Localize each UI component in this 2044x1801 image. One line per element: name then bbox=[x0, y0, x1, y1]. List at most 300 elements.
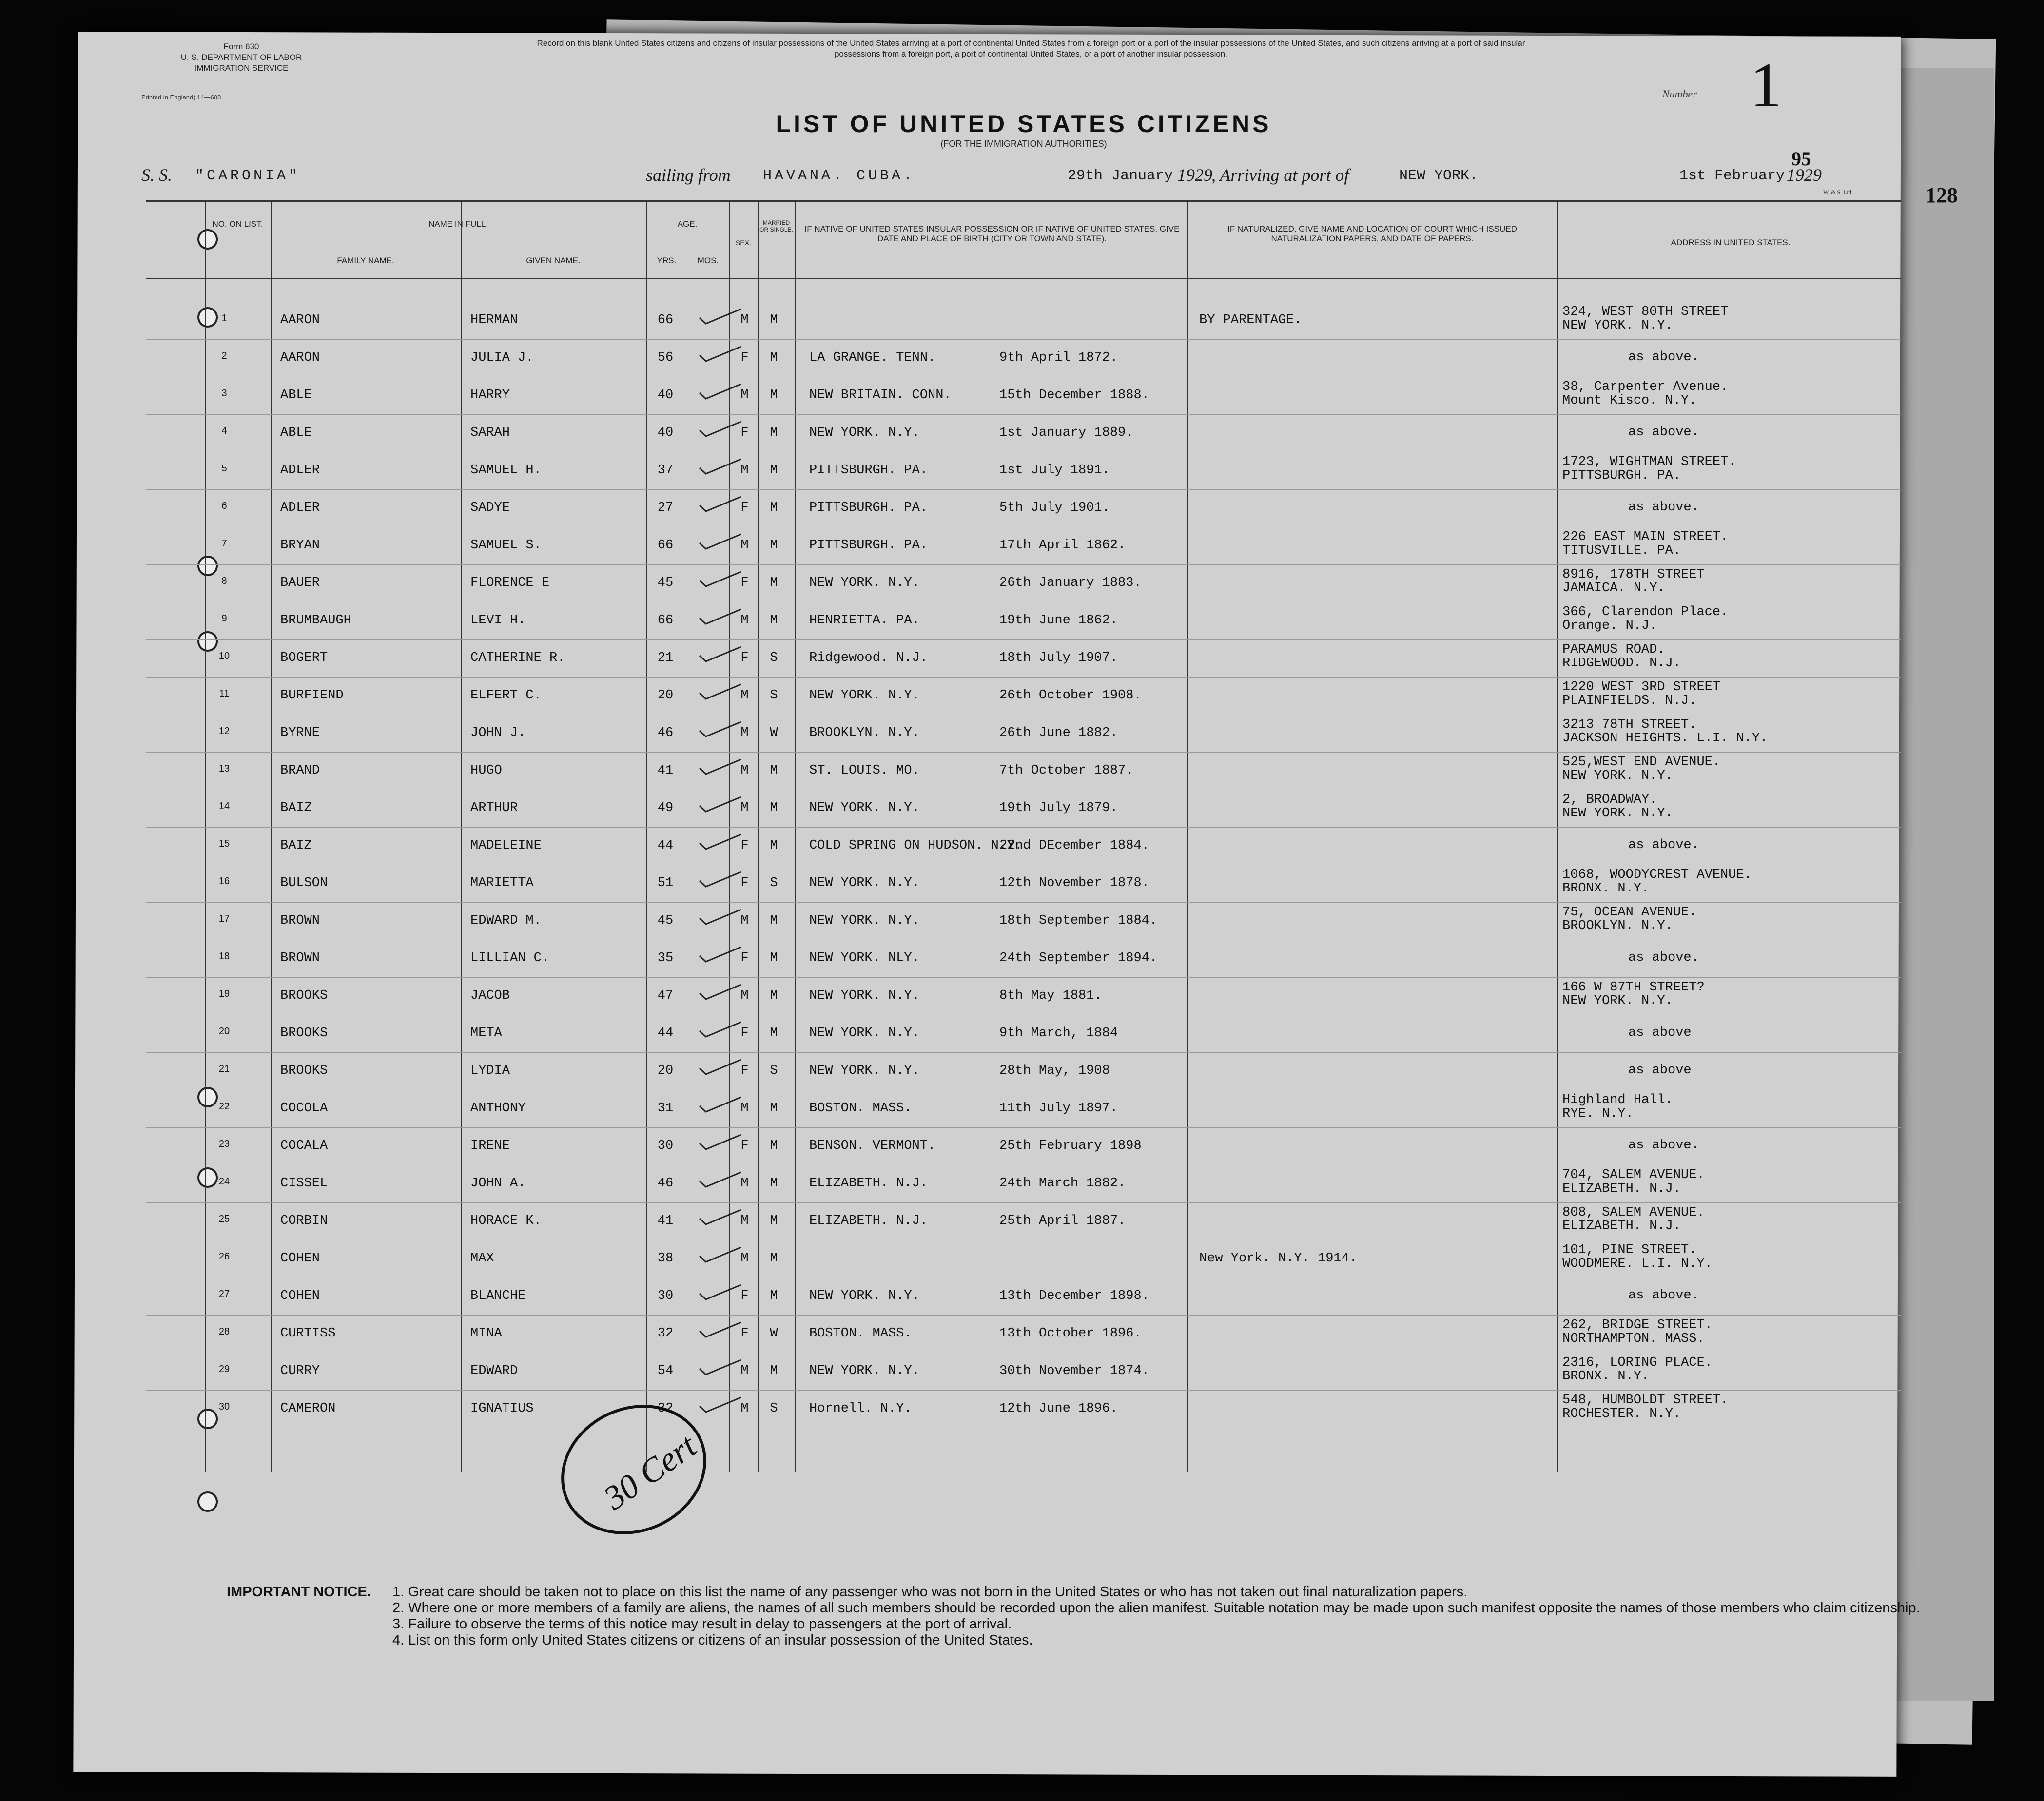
age-years: 44 bbox=[657, 838, 674, 853]
address-line: as above. bbox=[1628, 425, 1699, 440]
address-line: NEW YORK. N.Y. bbox=[1562, 769, 1673, 783]
check-mark-icon bbox=[697, 607, 743, 627]
sex: F bbox=[740, 501, 749, 515]
given-name: JACOB bbox=[470, 988, 510, 1003]
family-name: BOGERT bbox=[280, 651, 328, 665]
check-mark-icon bbox=[697, 457, 743, 477]
address-line: PITTSBURGH. PA. bbox=[1562, 468, 1681, 483]
number-value: 1 bbox=[1750, 50, 1782, 120]
family-name: BROOKS bbox=[280, 1064, 328, 1078]
passenger-number: 6 bbox=[221, 501, 227, 511]
address bbox=[1628, 1026, 1692, 1040]
birth-place: NEW YORK. N.Y. bbox=[809, 1064, 920, 1078]
check-mark-icon bbox=[697, 983, 743, 1002]
address-line: BRONX. N.Y. bbox=[1562, 1369, 1650, 1384]
address-line: 262, BRIDGE STREET. bbox=[1562, 1318, 1713, 1333]
marital-status: M bbox=[770, 1026, 778, 1041]
passenger-number: 8 bbox=[221, 576, 227, 586]
birth-date: 17th April 1862. bbox=[999, 538, 1126, 553]
address-line: 1068, WOODYCREST AVENUE. bbox=[1562, 868, 1752, 882]
address bbox=[1562, 793, 1673, 820]
birth-date: 1st January 1889. bbox=[999, 426, 1134, 440]
important-notice bbox=[227, 1584, 1920, 1648]
given-name: BLANCHE bbox=[470, 1289, 526, 1303]
check-mark-icon bbox=[697, 570, 743, 589]
table-row bbox=[146, 978, 1901, 1015]
check-mark-icon bbox=[697, 1095, 743, 1115]
passenger-number: 15 bbox=[218, 838, 230, 849]
birth-place: PITTSBURGH. PA. bbox=[809, 538, 928, 553]
check-mark-icon bbox=[697, 1283, 743, 1302]
given-name: JULIA J. bbox=[470, 350, 534, 365]
address-line: as above bbox=[1628, 1026, 1692, 1040]
address bbox=[1562, 1394, 1728, 1421]
given-name: IRENE bbox=[470, 1139, 510, 1153]
check-mark-icon bbox=[697, 420, 743, 439]
passenger-number: 9 bbox=[221, 613, 227, 624]
birth-date: 15th December 1888. bbox=[999, 388, 1149, 403]
passenger-number: 1 bbox=[221, 313, 227, 324]
check-mark-icon bbox=[697, 833, 743, 852]
given-name: ARTHUR bbox=[470, 801, 518, 815]
passenger-number: 20 bbox=[218, 1026, 230, 1037]
birth-date: 26th October 1908. bbox=[999, 688, 1142, 703]
family-name: COCALA bbox=[280, 1139, 328, 1153]
birth-date: 5th July 1901. bbox=[999, 501, 1110, 515]
address-line: 2, BROADWAY. bbox=[1562, 793, 1657, 807]
table-row bbox=[146, 415, 1901, 452]
address bbox=[1562, 1206, 1705, 1233]
sex: M bbox=[740, 801, 749, 815]
address bbox=[1562, 1356, 1713, 1383]
address-line: 101, PINE STREET. bbox=[1562, 1243, 1697, 1258]
birth-place: NEW YORK. N.Y. bbox=[809, 1289, 920, 1303]
table-row bbox=[146, 940, 1901, 978]
col-header-family: FAMILY NAME. bbox=[337, 256, 394, 265]
table-row bbox=[146, 1278, 1901, 1316]
table-row bbox=[146, 1391, 1901, 1428]
check-mark-icon bbox=[697, 532, 743, 552]
address bbox=[1628, 1139, 1699, 1152]
passenger-number: 17 bbox=[218, 913, 230, 924]
ship-name: "CARONIA" bbox=[195, 168, 301, 184]
address-line: 166 W 87TH STREET? bbox=[1562, 980, 1705, 995]
form-number: Form 630 bbox=[223, 42, 259, 51]
address bbox=[1562, 981, 1705, 1008]
birth-date: 25th April 1887. bbox=[999, 1214, 1126, 1228]
check-mark-icon bbox=[697, 1208, 743, 1227]
family-name: BROOKS bbox=[280, 1026, 328, 1041]
passenger-number: 30 bbox=[218, 1401, 230, 1412]
given-name: MINA bbox=[470, 1326, 502, 1341]
marital-status: M bbox=[770, 1214, 778, 1228]
marital-status: M bbox=[770, 763, 778, 778]
age-years: 44 bbox=[657, 1026, 674, 1041]
department-name: U. S. DEPARTMENT OF LABOR bbox=[180, 53, 302, 62]
birth-place: NEW BRITAIN. CONN. bbox=[809, 388, 952, 403]
family-name: BROWN bbox=[280, 913, 320, 928]
check-mark-icon bbox=[697, 645, 743, 664]
sex: M bbox=[740, 763, 749, 778]
address-line: 704, SALEM AVENUE. bbox=[1562, 1168, 1705, 1182]
birth-place: NEW YORK. N.Y. bbox=[809, 913, 920, 928]
passenger-number: 16 bbox=[218, 876, 230, 887]
address-line: Mount Kisco. N.Y. bbox=[1562, 393, 1697, 408]
given-name: SAMUEL H. bbox=[470, 463, 542, 478]
passenger-number: 23 bbox=[218, 1139, 230, 1149]
birth-date: 22nd DEcember 1884. bbox=[999, 838, 1149, 853]
address-line: WOODMERE. L.I. N.Y. bbox=[1562, 1257, 1713, 1271]
sex: M bbox=[740, 313, 749, 328]
address-line: 548, HUMBOLDT STREET. bbox=[1562, 1393, 1729, 1408]
family-name: BAIZ bbox=[280, 838, 312, 853]
address-line: NORTHAMPTON. MASS. bbox=[1562, 1332, 1705, 1346]
table-row bbox=[146, 1165, 1901, 1203]
age-years: 31 bbox=[657, 1101, 674, 1116]
marital-status: S bbox=[770, 688, 778, 703]
sex: F bbox=[740, 1026, 749, 1041]
passenger-number: 21 bbox=[218, 1064, 230, 1074]
birth-date: 9th March, 1884 bbox=[999, 1026, 1118, 1041]
page-title: LIST OF UNITED STATES CITIZENS bbox=[776, 110, 1272, 137]
address bbox=[1628, 838, 1699, 852]
family-name: ABLE bbox=[280, 426, 312, 440]
birth-place: Ridgewood. N.J. bbox=[809, 651, 928, 665]
sex: M bbox=[740, 1251, 749, 1266]
voyage-line bbox=[141, 165, 1877, 189]
sex: M bbox=[740, 613, 749, 628]
given-name: FLORENCE E bbox=[470, 576, 550, 590]
passenger-number: 2 bbox=[221, 350, 227, 361]
printer-mark: W. & S. Ltd. bbox=[1823, 189, 1853, 195]
birth-date: 26th January 1883. bbox=[999, 576, 1142, 590]
address-line: 2316, LORING PLACE. bbox=[1562, 1356, 1713, 1370]
col-header-mos: MOS. bbox=[697, 256, 719, 265]
check-mark-icon bbox=[697, 1133, 743, 1152]
sex: M bbox=[740, 726, 749, 740]
marital-status: W bbox=[770, 1326, 778, 1341]
birth-date: 28th May, 1908 bbox=[999, 1064, 1110, 1078]
age-years: 54 bbox=[657, 1364, 674, 1378]
table-row bbox=[146, 1053, 1901, 1090]
age-years: 20 bbox=[657, 688, 674, 703]
table-row bbox=[146, 1128, 1901, 1165]
birth-date: 13th December 1898. bbox=[999, 1289, 1149, 1303]
birth-place: NEW YORK. N.Y. bbox=[809, 576, 920, 590]
birth-date: 18th July 1907. bbox=[999, 651, 1118, 665]
age-years: 30 bbox=[657, 1289, 674, 1303]
table-row bbox=[146, 715, 1901, 753]
address bbox=[1562, 643, 1681, 670]
birth-place: PITTSBURGH. PA. bbox=[809, 463, 928, 478]
given-name: HARRY bbox=[470, 388, 510, 403]
table-row bbox=[146, 452, 1901, 490]
sex: M bbox=[740, 1364, 749, 1378]
marital-status: S bbox=[770, 1064, 778, 1078]
age-years: 45 bbox=[657, 576, 674, 590]
cert-stamp-icon bbox=[526, 1396, 751, 1557]
passenger-number: 28 bbox=[218, 1326, 230, 1337]
address bbox=[1562, 680, 1720, 708]
family-name: CAMERON bbox=[280, 1401, 336, 1416]
address-line: as above bbox=[1628, 1063, 1692, 1078]
address-line: BRONX. N.Y. bbox=[1562, 881, 1650, 896]
given-name: ANTHONY bbox=[470, 1101, 526, 1116]
marital-status: S bbox=[770, 1401, 778, 1416]
check-mark-icon bbox=[697, 870, 743, 890]
given-name: HERMAN bbox=[470, 313, 518, 328]
check-mark-icon bbox=[697, 382, 743, 402]
family-name: AARON bbox=[280, 350, 320, 365]
sex: F bbox=[740, 1289, 749, 1303]
sex: M bbox=[740, 1101, 749, 1116]
age-years: 66 bbox=[657, 538, 674, 553]
address bbox=[1562, 906, 1696, 933]
address-line: 8916, 178TH STREET bbox=[1562, 567, 1705, 582]
stamp-text: 30 Cert bbox=[597, 1427, 703, 1517]
address-line: 1723, WIGHTMAN STREET. bbox=[1562, 455, 1736, 469]
printed-note: Printed in England) 14—608 bbox=[141, 94, 221, 101]
family-name: ABLE bbox=[280, 388, 312, 403]
age-years: 66 bbox=[657, 313, 674, 328]
passenger-number: 24 bbox=[218, 1176, 230, 1187]
age-years: 51 bbox=[657, 876, 674, 891]
birth-date: 30th November 1874. bbox=[999, 1364, 1149, 1378]
table-top-rule bbox=[146, 200, 1901, 202]
address bbox=[1628, 350, 1699, 364]
col-header-birth: IF NATIVE OF UNITED STATES INSULAR POSSESSION OR IF NATIVE OF UNITED STATES, GIVE DATE AND PLACE OF BIRTH (CITY OR TOWN AND STATE). bbox=[804, 224, 1180, 243]
birth-place: Hornell. N.Y. bbox=[809, 1401, 912, 1416]
address-line: NEW YORK. N.Y. bbox=[1562, 318, 1673, 333]
page-number: 95 bbox=[1791, 148, 1811, 170]
marital-status: M bbox=[770, 988, 778, 1003]
birth-date: 24th September 1894. bbox=[999, 951, 1158, 966]
address-line: 1220 WEST 3RD STREET bbox=[1562, 680, 1721, 695]
age-years: 30 bbox=[657, 1139, 674, 1153]
marital-status: M bbox=[770, 501, 778, 515]
table-row bbox=[146, 302, 1901, 340]
marital-status: W bbox=[770, 726, 778, 740]
address bbox=[1628, 951, 1699, 965]
age-years: 66 bbox=[657, 613, 674, 628]
sex: M bbox=[740, 538, 749, 553]
marital-status: M bbox=[770, 951, 778, 966]
birth-date: 13th October 1896. bbox=[999, 1326, 1142, 1341]
address bbox=[1562, 380, 1728, 407]
birth-place: NEW YORK. N.Y. bbox=[809, 1364, 920, 1378]
notice-item-2: 2. Where one or more members of a family are aliens, the names of all such members should be recorded upon the alien manifest. Suitable notation may be made upon such manifest opposite the names of those members who claim citizenship. bbox=[392, 1600, 1920, 1616]
address-line: ELIZABETH. N.J. bbox=[1562, 1219, 1681, 1234]
birth-place: BROOKLYN. N.Y. bbox=[809, 726, 920, 740]
address-line: Orange. N.J. bbox=[1562, 619, 1657, 633]
birth-place: NEW YORK. NLY. bbox=[809, 951, 920, 966]
family-name: CURTISS bbox=[280, 1326, 336, 1341]
col-header-married: MARRIED OR SINGLE. bbox=[759, 219, 793, 233]
table-row bbox=[146, 1240, 1901, 1278]
family-name: BRYAN bbox=[280, 538, 320, 553]
sex: F bbox=[740, 350, 749, 365]
table-row bbox=[146, 1090, 1901, 1128]
marital-status: M bbox=[770, 313, 778, 328]
col-header-yrs: YRS. bbox=[657, 256, 677, 265]
marital-status: M bbox=[770, 838, 778, 853]
given-name: EDWARD bbox=[470, 1364, 518, 1378]
birth-date: 9th April 1872. bbox=[999, 350, 1118, 365]
given-name: LYDIA bbox=[470, 1064, 510, 1078]
family-name: BURFIEND bbox=[280, 688, 344, 703]
address bbox=[1628, 501, 1699, 514]
birth-date: 8th May 1881. bbox=[999, 988, 1102, 1003]
sex: F bbox=[740, 426, 749, 440]
age-years: 40 bbox=[657, 426, 674, 440]
check-mark-icon bbox=[697, 908, 743, 927]
sex: F bbox=[740, 838, 749, 853]
age-years: 35 bbox=[657, 951, 674, 966]
marital-status: S bbox=[770, 651, 778, 665]
number-label: Number bbox=[1662, 88, 1697, 100]
passenger-number: 4 bbox=[221, 426, 227, 436]
sex: F bbox=[740, 576, 749, 590]
passenger-number: 10 bbox=[218, 651, 230, 661]
passenger-number: 3 bbox=[221, 388, 227, 399]
notice-lead: IMPORTANT NOTICE. bbox=[227, 1584, 371, 1600]
address-line: as above. bbox=[1628, 1288, 1699, 1303]
marital-status: M bbox=[770, 538, 778, 553]
given-name: HORACE K. bbox=[470, 1214, 542, 1228]
birth-date: 1st July 1891. bbox=[999, 463, 1110, 478]
check-mark-icon bbox=[697, 682, 743, 702]
address-line: JACKSON HEIGHTS. L.I. N.Y. bbox=[1562, 731, 1768, 746]
address-line: as above. bbox=[1628, 500, 1699, 515]
birth-place: HENRIETTA. PA. bbox=[809, 613, 920, 628]
age-years: 37 bbox=[657, 463, 674, 478]
table-row bbox=[146, 1353, 1901, 1391]
address bbox=[1562, 1168, 1705, 1196]
arriving-label: , Arriving at port of bbox=[1211, 165, 1349, 185]
passenger-number: 18 bbox=[218, 951, 230, 962]
address-line: 75, OCEAN AVENUE. bbox=[1562, 905, 1697, 920]
departure-port: HAVANA. CUBA. bbox=[763, 168, 915, 184]
birth-place: BOSTON. MASS. bbox=[809, 1101, 912, 1116]
check-mark-icon bbox=[697, 1170, 743, 1190]
family-name: CISSEL bbox=[280, 1176, 328, 1191]
family-name: COHEN bbox=[280, 1289, 320, 1303]
birth-place: NEW YORK. N.Y. bbox=[809, 426, 920, 440]
family-name: BROOKS bbox=[280, 988, 328, 1003]
birth-place: NEW YORK. N.Y. bbox=[809, 988, 920, 1003]
table-row bbox=[146, 1316, 1901, 1353]
birth-place: NEW YORK. N.Y. bbox=[809, 801, 920, 815]
age-years: 49 bbox=[657, 801, 674, 815]
address-line: BROOKLYN. N.Y. bbox=[1562, 919, 1673, 933]
address bbox=[1628, 1289, 1699, 1302]
address bbox=[1562, 530, 1728, 558]
given-name: JOHN A. bbox=[470, 1176, 526, 1191]
sex: M bbox=[740, 688, 749, 703]
address bbox=[1562, 568, 1705, 595]
family-name: COHEN bbox=[280, 1251, 320, 1266]
birth-place: LA GRANGE. TENN. bbox=[809, 350, 936, 365]
address-line: 808, SALEM AVENUE. bbox=[1562, 1205, 1705, 1220]
col-header-no: NO. ON LIST. bbox=[212, 219, 263, 229]
sex: M bbox=[740, 1214, 749, 1228]
birth-place: BENSON. VERMONT. bbox=[809, 1139, 936, 1153]
address-line: 226 EAST MAIN STREET. bbox=[1562, 530, 1729, 544]
given-name: JOHN J. bbox=[470, 726, 526, 740]
family-name: AARON bbox=[280, 313, 320, 328]
birth-place: NEW YORK. N.Y. bbox=[809, 1026, 920, 1041]
family-name: ADLER bbox=[280, 501, 320, 515]
address bbox=[1562, 1093, 1673, 1121]
passenger-number: 14 bbox=[218, 801, 230, 812]
sex: M bbox=[740, 1176, 749, 1191]
given-name: SARAH bbox=[470, 426, 510, 440]
table-row bbox=[146, 1203, 1901, 1240]
family-name: BRUMBAUGH bbox=[280, 613, 351, 628]
col-header-given: GIVEN NAME. bbox=[526, 256, 581, 265]
check-mark-icon bbox=[697, 307, 743, 327]
family-name: BROWN bbox=[280, 951, 320, 966]
table-row bbox=[146, 340, 1901, 377]
address-line: 525,WEST END AVENUE. bbox=[1562, 755, 1721, 770]
birth-date: 7th October 1887. bbox=[999, 763, 1134, 778]
address bbox=[1562, 1243, 1713, 1271]
marital-status: M bbox=[770, 801, 778, 815]
address-line: RIDGEWOOD. N.J. bbox=[1562, 656, 1681, 671]
address-line: as above. bbox=[1628, 838, 1699, 852]
col-header-age: AGE. bbox=[677, 219, 698, 229]
sex: M bbox=[740, 913, 749, 928]
sex: M bbox=[740, 463, 749, 478]
birth-date: 24th March 1882. bbox=[999, 1176, 1126, 1191]
address-line: 366, Clarendon Place. bbox=[1562, 605, 1729, 620]
check-mark-icon bbox=[697, 495, 743, 514]
passenger-number: 11 bbox=[219, 688, 230, 699]
given-name: ELFERT C. bbox=[470, 688, 542, 703]
sex: M bbox=[740, 988, 749, 1003]
birth-date: 12th November 1878. bbox=[999, 876, 1149, 891]
marital-status: M bbox=[770, 613, 778, 628]
sex: F bbox=[740, 1326, 749, 1341]
birth-date: 26th June 1882. bbox=[999, 726, 1118, 740]
intro-text: Record on this blank United States citizens and citizens of insular possessions of the United States arriving at a port of continental United States from a foreign port or a port of the insular possessions of the United States, and such citizens arriving at a port of said insular possessions from a foreign port, a port of continental United States, or a port of another insular possession. bbox=[537, 39, 1525, 58]
address bbox=[1562, 305, 1728, 332]
departure-year: 1929 bbox=[1177, 165, 1212, 185]
given-name: CATHERINE R. bbox=[470, 651, 565, 665]
table-row bbox=[146, 865, 1901, 903]
address bbox=[1628, 426, 1699, 439]
passenger-number: 25 bbox=[218, 1214, 230, 1224]
table-row bbox=[146, 565, 1901, 602]
table-row bbox=[146, 790, 1901, 828]
age-years: 38 bbox=[657, 1251, 674, 1266]
address bbox=[1562, 718, 1768, 745]
given-name: MARIETTA bbox=[470, 876, 534, 891]
marital-status: M bbox=[770, 1139, 778, 1153]
side-page-number: 128 bbox=[1926, 183, 1958, 207]
marital-status: M bbox=[770, 576, 778, 590]
binder-hole-icon bbox=[197, 1491, 218, 1512]
sex: F bbox=[740, 651, 749, 665]
address-line: ELIZABETH. N.J. bbox=[1562, 1181, 1681, 1196]
marital-status: S bbox=[770, 876, 778, 891]
birth-place: ELIZABETH. N.J. bbox=[809, 1214, 928, 1228]
arrival-date: 1st February bbox=[1679, 168, 1785, 184]
birth-date: 19th July 1879. bbox=[999, 801, 1118, 815]
check-mark-icon bbox=[697, 1320, 743, 1340]
table-row bbox=[146, 753, 1901, 790]
age-years: 56 bbox=[657, 350, 674, 365]
